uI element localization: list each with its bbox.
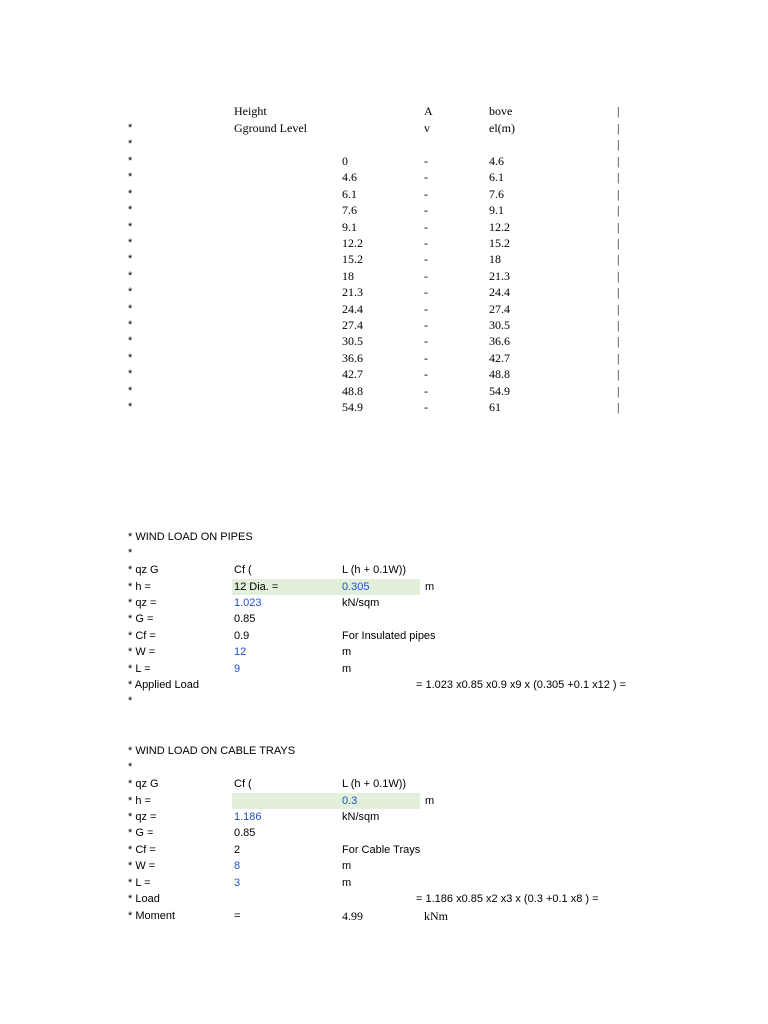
range-to: 27.4 bbox=[489, 302, 510, 316]
range-to: 12.2 bbox=[489, 220, 510, 234]
range-dash: - bbox=[424, 220, 428, 234]
pipes-g-value: 0.85 bbox=[234, 613, 256, 625]
pipe-separator: | bbox=[617, 104, 620, 118]
range-from: 4.6 bbox=[342, 170, 357, 184]
row-star: * bbox=[128, 368, 133, 380]
pipes-title: * WIND LOAD ON PIPES bbox=[128, 531, 253, 543]
range-to: 42.7 bbox=[489, 351, 510, 365]
trays-l-value: 3 bbox=[234, 877, 241, 889]
trays-h-unit: m bbox=[425, 795, 435, 807]
range-dash: - bbox=[424, 351, 428, 365]
range-to: 61 bbox=[489, 400, 501, 414]
pipes-h-unit: m bbox=[425, 581, 435, 593]
trays-w-unit: m bbox=[342, 860, 352, 872]
range-from: 7.6 bbox=[342, 203, 357, 217]
trays-moment-eq: = bbox=[234, 910, 241, 922]
pipe-separator: | bbox=[617, 302, 620, 316]
trays-cf-note: For Cable Trays bbox=[342, 844, 421, 856]
pipes-g-label: * G = bbox=[128, 613, 154, 625]
pipe-separator: | bbox=[617, 236, 620, 250]
header-a: A bbox=[424, 104, 433, 118]
range-from: 42.7 bbox=[342, 367, 363, 381]
range-from: 24.4 bbox=[342, 302, 363, 316]
row-star: * bbox=[128, 188, 133, 200]
row-star: * bbox=[128, 122, 133, 134]
header-bove: bove bbox=[489, 104, 513, 118]
range-dash: - bbox=[424, 252, 428, 266]
range-to: 18 bbox=[489, 252, 501, 266]
pipes-applied-formula: = 1.023 x0.85 x0.9 x9 x (0.305 +0.1 x12 ) = bbox=[416, 679, 627, 691]
row-star: * bbox=[128, 385, 133, 397]
range-to: 9.1 bbox=[489, 203, 504, 217]
range-dash: - bbox=[424, 203, 428, 217]
pipes-cf-note: For Insulated pipes bbox=[342, 630, 436, 642]
range-from: 36.6 bbox=[342, 351, 363, 365]
pipe-separator: | bbox=[617, 334, 620, 348]
row-star: * bbox=[128, 204, 133, 216]
trays-l-label: * L = bbox=[128, 877, 151, 889]
range-from: 30.5 bbox=[342, 334, 363, 348]
header-v: v bbox=[424, 121, 430, 135]
pipe-separator: | bbox=[617, 285, 620, 299]
trays-moment-label: * Moment bbox=[128, 910, 176, 922]
range-to: 30.5 bbox=[489, 318, 510, 332]
pipe-separator: | bbox=[617, 154, 620, 168]
row-star: * bbox=[128, 270, 133, 282]
range-to: 21.3 bbox=[489, 269, 510, 283]
pipes-formula-l: L (h + 0.1W)) bbox=[342, 564, 407, 576]
pipe-separator: | bbox=[617, 384, 620, 398]
row-star: * bbox=[128, 237, 133, 249]
trays-formula-l: L (h + 0.1W)) bbox=[342, 778, 407, 790]
trays-formula-qzg: * qz G bbox=[128, 778, 159, 790]
range-dash: - bbox=[424, 318, 428, 332]
trays-qz-value: 1.186 bbox=[234, 811, 262, 823]
pipes-formula-qzg: * qz G bbox=[128, 564, 159, 576]
range-from: 48.8 bbox=[342, 384, 363, 398]
range-from: 15.2 bbox=[342, 252, 363, 266]
row-star: * bbox=[128, 138, 133, 150]
pipes-qz-value: 1.023 bbox=[234, 597, 262, 609]
pipes-formula-cf: Cf ( bbox=[234, 564, 252, 576]
range-to: 48.8 bbox=[489, 367, 510, 381]
pipes-cf-value: 0.9 bbox=[234, 630, 250, 642]
range-from: 21.3 bbox=[342, 285, 363, 299]
pipes-h-dia: 12 Dia. = bbox=[234, 581, 279, 593]
range-from: 54.9 bbox=[342, 400, 363, 414]
range-from: 18 bbox=[342, 269, 354, 283]
range-dash: - bbox=[424, 269, 428, 283]
pipes-cf-label: * Cf = bbox=[128, 630, 156, 642]
pipes-h-label: * h = bbox=[128, 581, 151, 593]
pipes-qz-unit: kN/sqm bbox=[342, 597, 380, 609]
trays-g-label: * G = bbox=[128, 827, 154, 839]
pipes-qz-label: * qz = bbox=[128, 597, 157, 609]
pipe-separator: | bbox=[617, 351, 620, 365]
range-dash: - bbox=[424, 154, 428, 168]
pipe-separator: | bbox=[617, 203, 620, 217]
pipes-l-value: 9 bbox=[234, 663, 241, 675]
trays-cf-value: 2 bbox=[234, 844, 241, 856]
row-star: * bbox=[128, 155, 133, 167]
range-from: 0 bbox=[342, 154, 348, 168]
trays-title: * WIND LOAD ON CABLE TRAYS bbox=[128, 745, 296, 757]
range-to: 24.4 bbox=[489, 285, 510, 299]
range-to: 36.6 bbox=[489, 334, 510, 348]
range-from: 27.4 bbox=[342, 318, 363, 332]
row-star: * bbox=[128, 352, 133, 364]
range-dash: - bbox=[424, 384, 428, 398]
pipe-separator: | bbox=[617, 187, 620, 201]
range-dash: - bbox=[424, 285, 428, 299]
header-height: Height bbox=[234, 104, 267, 118]
range-dash: - bbox=[424, 400, 428, 414]
pipes-w-label: * W = bbox=[128, 646, 156, 658]
trays-moment-value: 4.99 bbox=[342, 909, 363, 923]
range-to: 7.6 bbox=[489, 187, 504, 201]
range-from: 6.1 bbox=[342, 187, 357, 201]
pipes-applied-label: * Applied Load bbox=[128, 679, 199, 691]
pipes-l-label: * L = bbox=[128, 663, 151, 675]
range-to: 15.2 bbox=[489, 236, 510, 250]
pipes-w-value: 12 bbox=[234, 646, 247, 658]
range-dash: - bbox=[424, 170, 428, 184]
pipes-h-value: 0.305 bbox=[342, 581, 370, 593]
trays-h-label: * h = bbox=[128, 795, 151, 807]
row-star: * bbox=[128, 401, 133, 413]
header-ground-level: Gground Level bbox=[234, 121, 307, 135]
row-star: * bbox=[128, 695, 133, 707]
trays-w-label: * W = bbox=[128, 860, 156, 872]
pipe-separator: | bbox=[617, 121, 620, 135]
trays-formula-cf: Cf ( bbox=[234, 778, 252, 790]
range-to: 6.1 bbox=[489, 170, 504, 184]
trays-cf-label: * Cf = bbox=[128, 844, 156, 856]
pipe-separator: | bbox=[617, 170, 620, 184]
row-star: * bbox=[128, 286, 133, 298]
range-dash: - bbox=[424, 302, 428, 316]
range-dash: - bbox=[424, 187, 428, 201]
header-el: el(m) bbox=[489, 121, 515, 135]
pipe-separator: | bbox=[617, 220, 620, 234]
range-from: 12.2 bbox=[342, 236, 363, 250]
row-star: * bbox=[128, 319, 133, 331]
trays-w-value: 8 bbox=[234, 860, 241, 872]
pipe-separator: | bbox=[617, 318, 620, 332]
trays-load-label: * Load bbox=[128, 893, 160, 905]
range-dash: - bbox=[424, 334, 428, 348]
pipe-separator: | bbox=[617, 252, 620, 266]
pipes-w-unit: m bbox=[342, 646, 352, 658]
pipe-separator: | bbox=[617, 367, 620, 381]
row-star: * bbox=[128, 547, 133, 559]
trays-g-value: 0.85 bbox=[234, 827, 256, 839]
range-dash: - bbox=[424, 367, 428, 381]
pipe-separator: | bbox=[617, 269, 620, 283]
range-dash: - bbox=[424, 236, 428, 250]
highlighted-cell bbox=[232, 793, 340, 809]
row-star: * bbox=[128, 303, 133, 315]
trays-qz-label: * qz = bbox=[128, 811, 157, 823]
row-star: * bbox=[128, 253, 133, 265]
range-to: 4.6 bbox=[489, 154, 504, 168]
range-from: 9.1 bbox=[342, 220, 357, 234]
row-star: * bbox=[128, 171, 133, 183]
trays-l-unit: m bbox=[342, 877, 352, 889]
trays-h-value: 0.3 bbox=[342, 795, 358, 807]
trays-load-formula: = 1.186 x0.85 x2 x3 x (0.3 +0.1 x8 ) = bbox=[416, 893, 599, 905]
pipe-separator: | bbox=[617, 137, 620, 151]
row-star: * bbox=[128, 335, 133, 347]
trays-moment-unit: kNm bbox=[424, 909, 448, 923]
range-to: 54.9 bbox=[489, 384, 510, 398]
row-star: * bbox=[128, 761, 133, 773]
row-star: * bbox=[128, 221, 133, 233]
pipe-separator: | bbox=[617, 400, 620, 414]
trays-qz-unit: kN/sqm bbox=[342, 811, 380, 823]
pipes-l-unit: m bbox=[342, 663, 352, 675]
